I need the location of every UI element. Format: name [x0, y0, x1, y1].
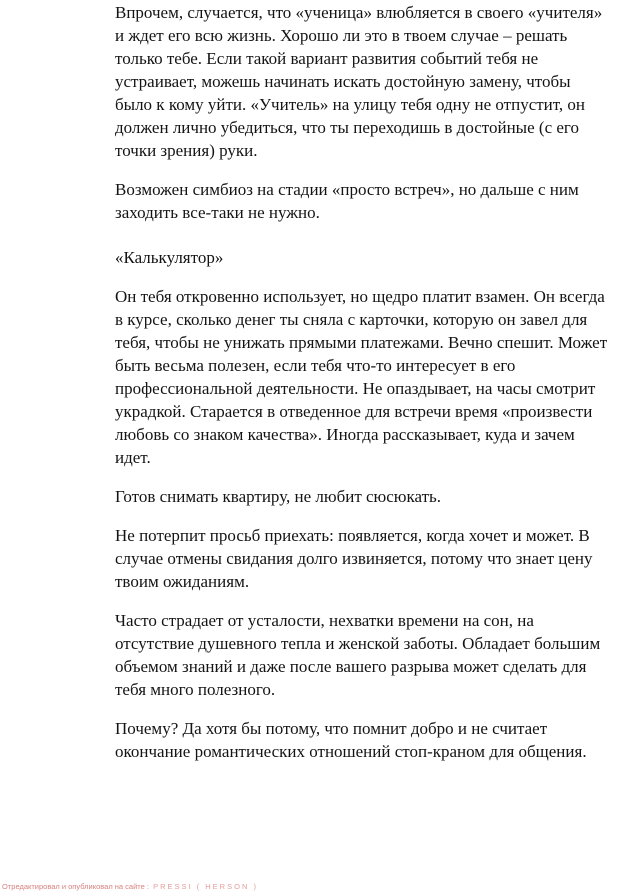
paragraph: Часто страдает от усталости, нехватки времени на сон, на отсутствие душевного тепла и женской заботы. Обладает большим объемом знаний и даже после вашего разрыва может сделать для тебя много полезного. — [115, 611, 601, 699]
paragraph: Готов снимать квартиру, не любит сюсюкать. — [115, 487, 442, 506]
paragraph: Почему? Да хотя бы потому, что помнит добро и не считает окончание романтических отношений стоп-краном для общения. — [115, 719, 587, 761]
watermark-site-name: PRESSI ( HERSON ) — [153, 882, 258, 891]
paragraph: Возможен симбиоз на стадии «просто встреч», но дальше с ним заходить все-таки не нужно. — [115, 180, 579, 222]
text-column — [115, 1, 609, 779]
publisher-watermark — [2, 882, 258, 891]
watermark-label: Отредактировал и опубликовал на сайте : — [2, 882, 149, 891]
paragraph: Он тебя откровенно использует, но щедро платит взамен. Он всегда в курсе, сколько денег ты сняла с карточки, которую он завел для тебя, чтобы не унижать прямыми платежами. Вечно спешит. Может быть весьма полезен, если тебя что-то интересует в его профессиональной деятельности. Не опаздывает, на часы смотрит украдкой. Старается в отведенное для встречи время «произвести любовь со знаком качества». Иногда рассказывает, куда и зачем идет. — [115, 287, 608, 467]
paragraph: Не потерпит просьб приехать: появляется, когда хочет и может. В случае отмены свидания долго извиняется, потому что знает цену твоим ожиданиям. — [115, 526, 593, 591]
section-heading: «Калькулятор» — [115, 248, 224, 267]
paragraph: Впрочем, случается, что «ученица» влюбляется в своего «учителя» и ждет его всю жизнь. Хорошо ли это в твоем случае – решать только тебе. Если такой вариант развития событий тебя не устраивает, можешь начинать искать достойную замену, чтобы было к кому уйти. «Учитель» на улицу тебя одну не отпустит, он должен лично убедиться, что ты переходишь в достойные (с его точки зрения) руки. — [115, 3, 603, 160]
